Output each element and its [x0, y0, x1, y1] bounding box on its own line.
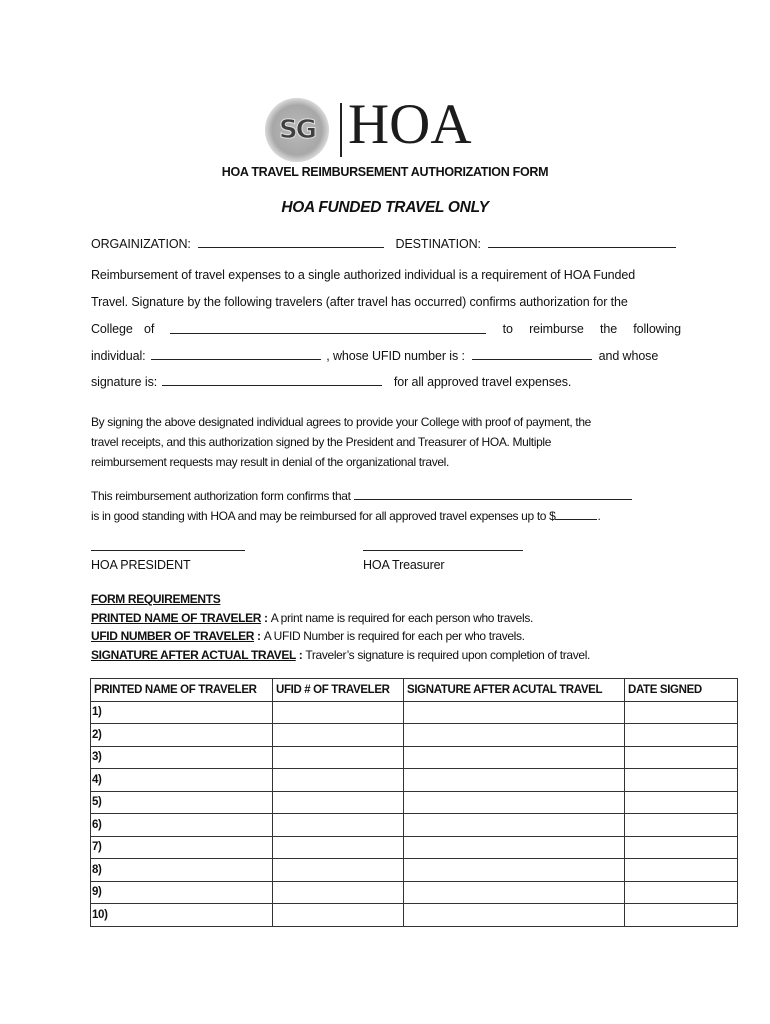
paragraph3-line2	[91, 506, 691, 526]
ufid-cell[interactable]	[273, 791, 404, 814]
requirement-text: Traveler’s signature is required upon completion of travel.	[305, 647, 590, 662]
requirement-sep: :	[261, 610, 271, 625]
paragraph1-line5	[91, 374, 681, 389]
ufid-cell[interactable]	[273, 746, 404, 769]
paragraph1-line3	[91, 322, 681, 336]
table-header-row	[91, 679, 738, 702]
ufid-cell[interactable]	[273, 859, 404, 882]
paragraph1-line1: Reimbursement of travel expenses to a single authorized individual is a requirement of HOA Funded	[91, 268, 636, 282]
destination-label: DESTINATION:	[395, 237, 481, 251]
requirement-sep: :	[254, 629, 264, 643]
organization-field[interactable]	[198, 236, 384, 248]
ufid-cell[interactable]	[273, 701, 404, 724]
confirms-text: This reimbursement authorization form confirms that	[91, 489, 351, 503]
form-title: HOA TRAVEL REIMBURSEMENT AUTHORIZATION FORM	[221, 165, 549, 179]
good-standing-text: is in good standing with HOA and may be reimbursed for all approved travel expenses up to $	[91, 509, 556, 523]
date-cell[interactable]	[625, 724, 738, 747]
reimburse-word: the	[599, 322, 618, 336]
table-row	[91, 904, 738, 927]
traveler-name-cell[interactable]: 7)	[91, 836, 273, 859]
form-subtitle: HOA FUNDED TRAVEL ONLY	[281, 199, 489, 216]
traveler-name-cell[interactable]: 10)	[91, 904, 273, 927]
logo-divider	[340, 103, 342, 157]
date-cell[interactable]	[625, 881, 738, 904]
traveler-name-cell[interactable]: 5)	[91, 791, 273, 814]
table-row	[91, 859, 738, 882]
paragraph3-line1	[91, 486, 691, 506]
ufid-label: , whose UFID number is :	[326, 349, 465, 363]
org-destination-row	[91, 236, 681, 251]
hoa-wordmark: HOA	[348, 93, 472, 156]
table-row	[91, 836, 738, 859]
date-cell[interactable]	[625, 791, 738, 814]
paragraph1-line4	[91, 348, 681, 363]
column-header-signature: SIGNATURE AFTER ACUTAL TRAVEL	[404, 679, 625, 702]
traveler-name-cell[interactable]: 3)	[91, 746, 273, 769]
amount-field[interactable]	[555, 508, 597, 520]
table-row	[91, 881, 738, 904]
paragraph2-line3: reimbursement requests may result in denial of the organizational travel.	[91, 455, 449, 469]
paragraph2-line1: By signing the above designated individual agrees to provide your College with proof of payment, the	[91, 415, 592, 429]
signature-cell[interactable]	[404, 904, 625, 927]
destination-field[interactable]	[488, 236, 676, 248]
reimburse-word: following	[633, 322, 681, 336]
signature-cell[interactable]	[404, 814, 625, 837]
paragraph3	[91, 486, 691, 526]
column-header-printed-name: PRINTED NAME OF TRAVELER	[91, 679, 273, 702]
ufid-cell[interactable]	[273, 881, 404, 904]
signature-field[interactable]	[162, 374, 382, 386]
date-cell[interactable]	[625, 746, 738, 769]
signature-label: signature is:	[91, 375, 158, 389]
traveler-name-cell[interactable]: 9)	[91, 881, 273, 904]
signature-cell[interactable]	[404, 769, 625, 792]
paragraph2-line2: travel receipts, and this authorization signed by the President and Treasurer of HOA. Multiple	[91, 435, 552, 449]
date-cell[interactable]	[625, 836, 738, 859]
signature-cell[interactable]	[404, 859, 625, 882]
signature-cell[interactable]	[404, 746, 625, 769]
ufid-field[interactable]	[472, 348, 592, 360]
traveler-table	[90, 678, 738, 927]
ufid-cell[interactable]	[273, 904, 404, 927]
signature-cell[interactable]	[404, 881, 625, 904]
date-cell[interactable]	[625, 904, 738, 927]
president-signature-line[interactable]	[91, 550, 245, 551]
organization-label: ORGAINIZATION:	[91, 237, 191, 251]
signature-cell[interactable]	[404, 836, 625, 859]
treasurer-signature-line[interactable]	[363, 550, 523, 551]
signature-cell[interactable]	[404, 724, 625, 747]
requirement-item	[91, 627, 590, 646]
requirement-key: PRINTED NAME OF TRAVELER	[91, 610, 262, 625]
date-cell[interactable]	[625, 814, 738, 837]
table-row	[91, 791, 738, 814]
requirements-heading: FORM REQUIREMENTS	[91, 592, 221, 606]
requirement-item	[91, 609, 590, 628]
signature-tail-text: for all approved travel expenses.	[393, 375, 572, 389]
paragraph1-line2: Travel. Signature by the following travelers (after travel has occurred) confirms authorization for the	[91, 295, 628, 309]
date-cell[interactable]	[625, 859, 738, 882]
signature-cell[interactable]	[404, 791, 625, 814]
college-field[interactable]	[170, 322, 486, 334]
traveler-name-cell[interactable]: 8)	[91, 859, 273, 882]
table-row	[91, 724, 738, 747]
ufid-cell[interactable]	[273, 724, 404, 747]
good-standing-name-field[interactable]	[354, 488, 632, 500]
college-label: College of	[91, 322, 155, 336]
form-requirements	[91, 590, 590, 664]
period: .	[597, 509, 601, 523]
requirement-item	[91, 646, 590, 665]
table-row	[91, 701, 738, 724]
date-cell[interactable]	[625, 769, 738, 792]
requirement-key: UFID NUMBER OF TRAVELER	[91, 629, 255, 643]
column-header-date-signed: DATE SIGNED	[625, 679, 738, 702]
table-row	[91, 814, 738, 837]
seal-initials: SG	[278, 115, 316, 145]
requirement-key: SIGNATURE AFTER ACTUAL TRAVEL	[91, 647, 296, 662]
and-whose-text: and whose	[598, 349, 659, 363]
president-label: HOA PRESIDENT	[91, 558, 191, 572]
column-header-ufid: UFID # OF TRAVELER	[273, 679, 404, 702]
table-row	[91, 769, 738, 792]
date-cell[interactable]	[625, 701, 738, 724]
traveler-name-cell[interactable]: 4)	[91, 769, 273, 792]
traveler-name-cell[interactable]: 1)	[91, 701, 273, 724]
requirement-sep: :	[295, 647, 306, 662]
requirement-text: A print name is required for each person who travels.	[270, 610, 533, 625]
ufid-cell[interactable]	[273, 836, 404, 859]
individual-label: individual:	[91, 349, 146, 363]
reimburse-word: reimburse	[529, 322, 584, 336]
table-row	[91, 746, 738, 769]
reimburse-word: to	[502, 322, 513, 336]
signature-cell[interactable]	[404, 701, 625, 724]
ufid-cell[interactable]	[273, 769, 404, 792]
paragraph2	[91, 412, 691, 472]
student-government-seal-logo	[265, 98, 329, 162]
requirement-text: A UFID Number is required for each per who travels.	[263, 629, 525, 643]
traveler-name-cell[interactable]: 6)	[91, 814, 273, 837]
ufid-cell[interactable]	[273, 814, 404, 837]
traveler-name-cell[interactable]: 2)	[91, 724, 273, 747]
treasurer-label: HOA Treasurer	[363, 558, 445, 572]
individual-field[interactable]	[151, 348, 321, 360]
